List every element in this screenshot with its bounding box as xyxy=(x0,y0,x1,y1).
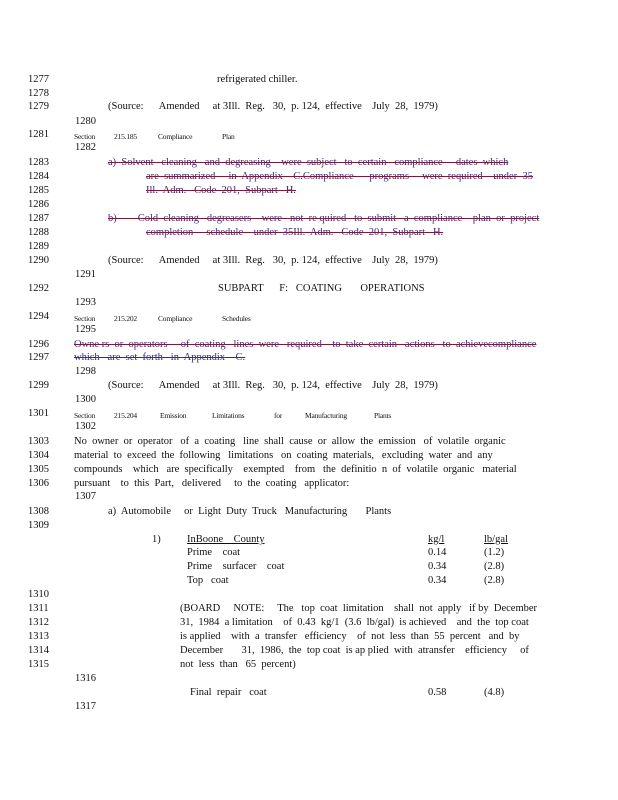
section-number: 215.204 xyxy=(114,411,137,420)
section-title-word: Schedules xyxy=(222,314,251,323)
paragraph-line: compounds which are specifically exempted from the definitio n of volatile organic material xyxy=(74,464,517,475)
text-line: refrigerated chiller. xyxy=(217,74,298,85)
table-cell: (2.8) xyxy=(484,561,505,572)
line-number: 1291 xyxy=(75,269,96,280)
line-number: 1297 xyxy=(28,352,49,363)
paragraph-line: material to exceed the following limitations on coating materials, excluding water and any xyxy=(74,450,493,461)
struck-text-line: a) Solvent cleaning and degreasing were subject to certain compliance dates which xyxy=(108,157,509,168)
line-number: 1295 xyxy=(75,324,96,335)
item-number: 1) xyxy=(152,534,161,545)
line-number: 1279 xyxy=(28,101,49,112)
table-cell: (1.2) xyxy=(484,547,505,558)
table-row-label: Final repair coat xyxy=(190,687,267,698)
line-number: 1314 xyxy=(28,645,49,656)
line-number: 1300 xyxy=(75,394,96,405)
table-row-label: Top coat xyxy=(187,575,229,586)
line-number: 1311 xyxy=(28,603,49,614)
struck-text-line: b) Cold cleaning degreasers were not re quired to submit a compliance plan or project xyxy=(108,213,540,224)
line-number: 1293 xyxy=(75,297,96,308)
line-number: 1299 xyxy=(28,380,49,391)
line-number: 1303 xyxy=(28,436,49,447)
section-title-word: Compliance xyxy=(158,314,193,323)
table-cell: 0.14 xyxy=(428,547,447,558)
section-label: Section xyxy=(74,132,96,141)
line-number: 1313 xyxy=(28,631,49,642)
line-number: 1316 xyxy=(75,673,96,684)
line-number: 1302 xyxy=(75,421,96,432)
line-number: 1301 xyxy=(28,408,49,419)
section-title-word: Compliance xyxy=(158,132,193,141)
struck-text-line: completion schedule under 35Ill. Adm. Code 201, Subpart H. xyxy=(146,227,444,238)
line-number: 1304 xyxy=(28,450,49,461)
table-cell: (4.8) xyxy=(484,687,505,698)
board-note-line: December 31, 1986, the top coat is ap plied with atransfer efficiency of xyxy=(180,645,529,656)
line-number: 1315 xyxy=(28,659,49,670)
line-number: 1296 xyxy=(28,339,49,350)
board-note-line: is applied with a transfer efficiency of not less than 55 percent and by xyxy=(180,631,520,642)
table-cell: 0.58 xyxy=(428,687,447,698)
line-number: 1284 xyxy=(28,171,49,182)
line-number: 1286 xyxy=(28,199,49,210)
section-title-word: Limitations xyxy=(212,411,245,420)
board-note-line: not less than 65 percent) xyxy=(180,659,296,670)
line-number: 1298 xyxy=(75,366,96,377)
subsection-heading: a) Automobile or Light Duty Truck Manufacturing Plants xyxy=(108,506,392,517)
section-title-word: Manufacturing xyxy=(305,411,347,420)
line-number: 1294 xyxy=(28,311,49,322)
source-note: (Source: Amended at 3Ill. Reg. 30, p. 124, effective July 28, 1979) xyxy=(108,380,438,391)
struck-text-line: Owne rs or operators of coating lines were required to take certain actions to achievecompliance xyxy=(74,339,537,350)
line-number: 1280 xyxy=(75,116,96,127)
line-number: 1282 xyxy=(75,142,96,153)
line-number: 1309 xyxy=(28,520,49,531)
table-row-label: Prime surfacer coat xyxy=(187,561,285,572)
section-label: Section xyxy=(74,411,96,420)
line-number: 1285 xyxy=(28,185,49,196)
line-number: 1305 xyxy=(28,464,49,475)
paragraph-line: No owner or operator of a coating line shall cause or allow the emission of volatile organic xyxy=(74,436,506,447)
paragraph-line: pursuant to this Part, delivered to the coating applicator: xyxy=(74,478,350,489)
table-title: InBoone County xyxy=(187,534,265,545)
section-title-word: for xyxy=(274,411,283,420)
line-number: 1278 xyxy=(28,88,49,99)
line-number: 1287 xyxy=(28,213,49,224)
table-cell: 0.34 xyxy=(428,561,447,572)
column-header-kg: kg/l xyxy=(428,534,445,545)
subpart-heading: SUBPART F: COATING OPERATIONS xyxy=(218,283,425,294)
line-number: 1307 xyxy=(75,491,96,502)
source-note: (Source: Amended at 3Ill. Reg. 30, p. 124, effective July 28, 1979) xyxy=(108,101,438,112)
line-number: 1289 xyxy=(28,241,49,252)
line-number: 1288 xyxy=(28,227,49,238)
section-title-word: Emission xyxy=(160,411,187,420)
section-number: 215.185 xyxy=(114,132,137,141)
table-cell: 0.34 xyxy=(428,575,447,586)
line-number: 1308 xyxy=(28,506,49,517)
section-number: 215.202 xyxy=(114,314,137,323)
section-title-word: Plan xyxy=(222,132,235,141)
line-number: 1317 xyxy=(75,701,96,712)
line-number: 1277 xyxy=(28,74,49,85)
source-note: (Source: Amended at 3Ill. Reg. 30, p. 124, effective July 28, 1979) xyxy=(108,255,438,266)
struck-text-line: which are set forth in Appendix C. xyxy=(74,352,246,363)
struck-text-line: Ill. Adm. Code 201, Subpart H. xyxy=(146,185,296,196)
line-number: 1292 xyxy=(28,283,49,294)
board-note-line: 31, 1984 a limitation of 0.43 kg/1 (3.6 lb/gal) is achieved and the top coat xyxy=(180,617,529,628)
line-number: 1283 xyxy=(28,157,49,168)
section-title-word: Plants xyxy=(374,411,392,420)
column-header-lb: lb/gal xyxy=(484,534,508,545)
line-number: 1310 xyxy=(28,589,49,600)
table-row-label: Prime coat xyxy=(187,547,241,558)
section-label: Section xyxy=(74,314,96,323)
line-number: 1306 xyxy=(28,478,49,489)
line-number: 1290 xyxy=(28,255,49,266)
board-note-line: (BOARD NOTE: The top coat limitation shall not apply if by December xyxy=(180,603,538,614)
struck-text-line: are summarized in Appendix C.Compliance programs were required under 35 xyxy=(146,171,533,182)
line-number: 1312 xyxy=(28,617,49,628)
line-number: 1281 xyxy=(28,129,49,140)
table-cell: (2.8) xyxy=(484,575,505,586)
